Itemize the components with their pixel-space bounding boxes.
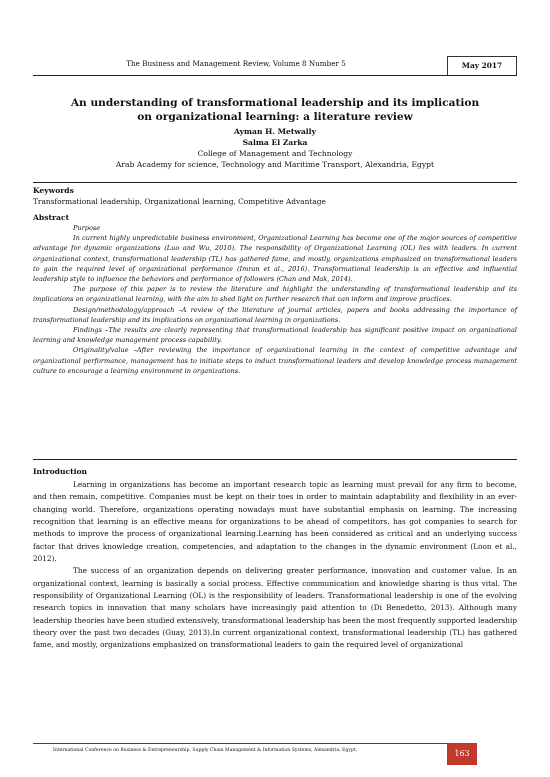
introduction-body — [33, 479, 517, 652]
abstract-paragraph-3: Design/methodology/approach –A review of the literature of journal articles, papers and books addressing the importance of transformational leadership and its implications on organizational learning in organizations. — [33, 305, 517, 324]
section-rule-top — [33, 182, 517, 183]
author-block — [33, 126, 517, 170]
abstract-purpose-label: Purpose — [73, 224, 101, 232]
abstract-paragraph-5: Originality/value –After reviewing the importance of organizational learning in the context of competitive advantage and organizational performance, management has to initiate steps to induct transformational leaders and develop knowledge process management culture to encourage a learning environment in organizations. — [33, 346, 517, 375]
footer-rule — [33, 743, 447, 744]
page-number: 163 — [447, 743, 477, 765]
running-header — [33, 56, 517, 76]
abstract-body — [33, 223, 517, 376]
title-line-2: on organizational learning: a literature review — [137, 111, 413, 123]
title-line-1: An understanding of transformational leadership and its implication — [70, 97, 480, 109]
conference-name: International Conference on Business & Entrepreneurship, Supply Chain Management & Information Systems, Alexandria, Egypt, — [53, 748, 358, 753]
journal-name: The Business and Management Review, Volume 8 Number 5 — [126, 59, 346, 68]
abstract-paragraph-2: The purpose of this paper is to review the literature and highlight the understanding of transformational leadership and its implications on organizational learning, with the aim to shed light on further research that can inform and improve practices. — [33, 285, 517, 304]
introduction-paragraph-2: The success of an organization depends on delivering greater performance, innovation and customer value. In an organizational context, learning is basically a social process. Effective communication and knowledge sharing is thus vital. The responsibility of Organizational Learning (OL) is the responsibility of leaders. Transformational leadership is one of the evolving research topics in innovation that many scholars have increasingly paid attention to (Di Benedetto, 2013). Although many leadership theories have been studied extensively, transformational leadership has been the most frequently supported leadership theory over the past two decades (Guay, 2013).In current organizational context, transformational leadership (TL) has gathered fame, and mostly, organizations emphasized on transformational leaders to gain the required level of organizational — [33, 566, 517, 650]
abstract-heading: Abstract — [33, 213, 70, 222]
abstract-paragraph-1: In current highly unpredictable business environment, Organizational Learning has become one of the major sources of competitive advantage for dynamic organizations (Luo and Wu, 2010). The responsibility of Organizational Learning (OL) lies with leaders. In current organizational context, transformational leadership (TL) has gathered fame, and mostly, organizations emphasized on transformational leaders to gain the required level of organizational performance (Imran et al., 2016). Transformational leadership is an effective and influential leadership style to influence the behaviors and performance of followers (Chan and Mak, 2014). — [33, 234, 517, 284]
affiliation-college: College of Management and Technology — [197, 149, 353, 158]
abstract-paragraph-4: Findings –The results are clearly representing that transformational leadership has significant positive impact on organizational learning and knowledge management process capability. — [33, 326, 517, 345]
author-1: Ayman H. Metwally — [234, 127, 316, 136]
affiliation-academy: Arab Academy for science, Technology and Maritime Transport, Alexandria, Egypt — [115, 160, 435, 169]
section-rule-bottom — [33, 459, 517, 460]
introduction-heading: Introduction — [33, 467, 88, 476]
keywords-text: Transformational leadership, Organizational learning, Competitive Advantage — [33, 197, 326, 206]
author-2: Salma El Zarka — [242, 138, 308, 147]
issue-date: May 2017 — [447, 56, 517, 75]
header-rule — [33, 75, 517, 76]
page-footer — [33, 743, 517, 767]
introduction-paragraph-1: Learning in organizations has become an important research topic as learning must prevail for any firm to become, and then remain, competitive. Companies must be kept on their toes in order to maintain adaptability and flexibility in an ever-changing world. Therefore, organizations operating nowadays must have substantial emphasis on learning. The increasing recognition that learning is an effective means for organizations to be ahead of competitors, has got companies to search for methods to improve the process of organizational learning.Learning has been considered as critical and an underlying success factor that drives knowledge creation, competencies, and adaptation to the changes in the dynamic environment (Loon et al., 2012). — [33, 480, 517, 564]
paper-title — [33, 96, 517, 124]
keywords-heading: Keywords — [33, 186, 74, 195]
